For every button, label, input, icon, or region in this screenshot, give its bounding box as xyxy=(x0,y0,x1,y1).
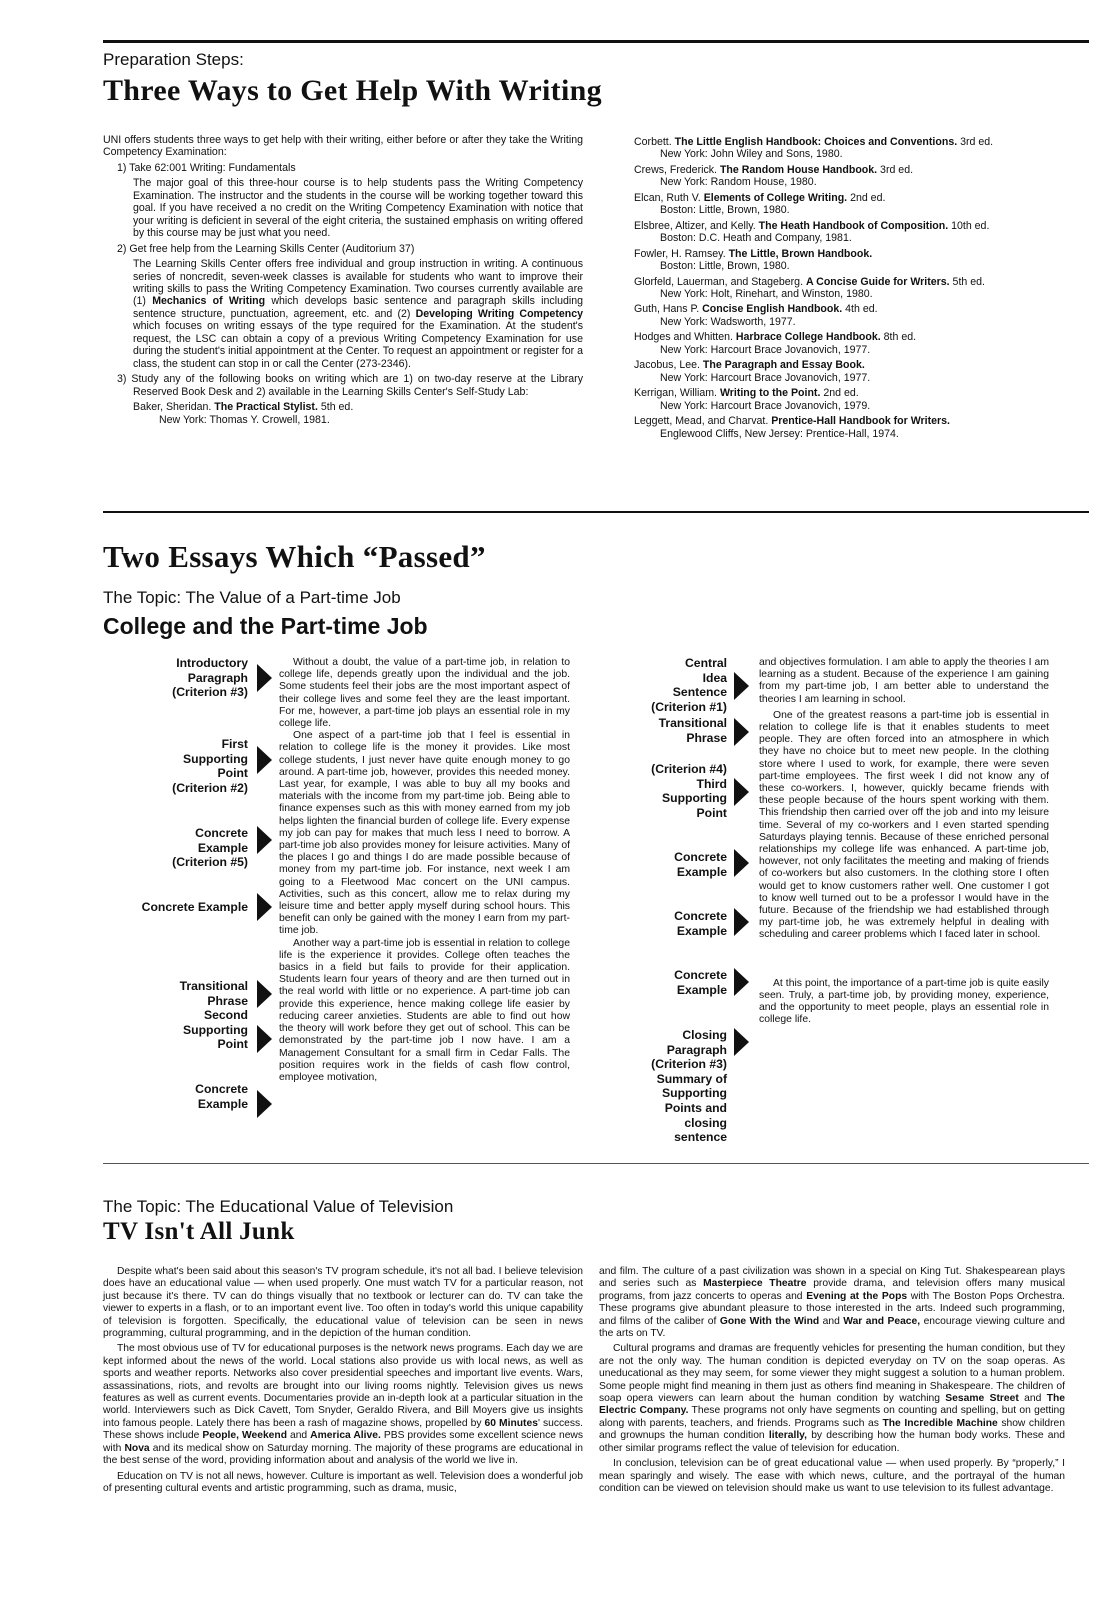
arrow-icon xyxy=(257,980,272,1008)
essay-paragraph: Education on TV is not all news, however. Culture is important as well. Television does a wonderful job of presenting cultural events and artistic programming, such as drama, music, xyxy=(103,1470,583,1494)
annotation-concrete-example: Concrete Example xyxy=(195,1082,248,1111)
arrow-icon xyxy=(734,968,749,996)
annotation-first-supporting-point: First Supporting Point (Criterion #2) xyxy=(172,737,248,795)
essay-1-column-left xyxy=(279,657,570,1084)
essay-1-topic: The Topic: The Value of a Part-time Job xyxy=(103,588,401,607)
arrow-icon xyxy=(257,826,272,854)
step-2-body: The Learning Skills Center offers free individual and group instruction in writing. A continuous series of noncredit, seven-week classes is available for students who want to improve their writing skills to pass the Writing Competency Examination. Two courses currently available are (1) Mechanics of Writing which develops basic sentence and paragraph skills including sentence structure, punctuation, agreement, etc. and (2) Developing Writing Competency which focuses on writing essays of the type required for the Examination. At the student's request, the LSC can obtain a copy of a previous Writing Competency Examination for use during the student's initial appointment at the Center. To request an appointment or register for a class, the student can stop in or call the Center (273-2346). xyxy=(133,258,584,370)
arrow-icon xyxy=(257,893,272,921)
arrow-icon xyxy=(734,672,749,700)
essay-2-column-left xyxy=(103,1266,583,1498)
step-2-title: 2) Get free help from the Learning Skills Center (Auditorium 37) xyxy=(117,242,415,255)
arrow-icon xyxy=(734,778,749,806)
book-entry: Corbett. The Little English Handbook: Choices and Conventions. 3rd ed. New York: John Wiley and Sons, 1980. xyxy=(634,136,994,161)
step-3-text: 3) Study any of the following books on writing which are 1) on two-day reserve at the Library Reserved Book Desk and 2) available in the Learning Skills Center's Self-Study Lab: xyxy=(117,373,583,398)
annotation-second-supporting-point: Transitional Phrase Second Supporting Point xyxy=(179,979,248,1052)
book-list xyxy=(634,136,1074,443)
step-1-title: 1) Take 62:001 Writing: Fundamentals xyxy=(117,161,296,174)
step-1-body: The major goal of this three-hour course is to help students pass the Writing Competency Examination. The instructor and the students in the course will be working together toward this goal. If you have received a no credit on the Writing Competency Examination with notice that your writing is deficient in several of the eight criteria, the sustained emphasis on writing offered by this course may be just what you need. xyxy=(133,177,583,240)
essay-paragraph: and objectives formulation. I am able to apply the theories I am learning as a student. Because of the experience I am gaining from my part-time job, I am better able to understand the theories I am learning in school. xyxy=(759,657,1049,705)
section-title: Three Ways to Get Help With Writing xyxy=(103,74,602,107)
essay-1-column-right xyxy=(759,657,1049,1026)
annotation-concrete-example: Concrete Example xyxy=(674,909,727,938)
annotation-transitional-phrase: Transitional Phrase xyxy=(658,716,727,745)
essays-title: Two Essays Which “Passed” xyxy=(103,539,486,574)
essay-1-title: College and the Part-time Job xyxy=(103,613,428,639)
essay-2-title: TV Isn't All Junk xyxy=(103,1218,295,1245)
book-entry: Jacobus, Lee. The Paragraph and Essay Book. New York: Harcourt Brace Jovanovich, 1977. xyxy=(634,359,871,384)
annotation-central-idea: Central Idea Sentence (Criterion #1) xyxy=(651,656,727,714)
essay-2-topic: The Topic: The Educational Value of Television xyxy=(103,1197,454,1216)
essay-paragraph: and film. The culture of a past civilization was shown in a special on King Tut. Shakespearean plays and series such as Masterpiece Theatre provide drama, and television offers many musical programs, from jazz concerts to operas and Evening at the Pops with The Boston Pops Orchestra. These programs give abundant pleasure to those interested in the arts. Indeed such programming, and films of the caliber of Gone With the Wind and War and Peace, encourage viewing culture and the arts on TV. xyxy=(599,1266,1065,1340)
annotation-concrete-example: Concrete Example xyxy=(141,900,248,914)
arrow-icon xyxy=(257,746,272,774)
book-entry: Fowler, H. Ramsey. The Little, Brown Handbook. Boston: Little, Brown, 1980. xyxy=(634,247,873,273)
annotation-concrete-example: Concrete Example (Criterion #5) xyxy=(172,826,248,870)
book-entry: Glorfeld, Lauerman, and Stageberg. A Concise Guide for Writers. 5th ed. New York: Holt, Rinehart, and Winston, 1980. xyxy=(634,275,985,300)
arrow-icon xyxy=(257,664,272,692)
annotation-concrete-example: Concrete Example xyxy=(674,968,727,997)
help-column-left xyxy=(103,134,583,429)
annotation-third-supporting-point: (Criterion #4) Third Supporting Point xyxy=(651,762,727,820)
book-entry: Crews, Frederick. The Random House Handbook. 3rd ed. New York: Random House, 1980. xyxy=(634,163,914,189)
top-rule xyxy=(103,40,1089,43)
book-entry: Guth, Hans P. Concise English Handbook. 4th ed. New York: Wadsworth, 1977. xyxy=(634,303,878,328)
book-entry: Baker, Sheridan. The Practical Stylist. 5th ed. New York: Thomas Y. Crowell, 1981. xyxy=(133,401,354,426)
book-entry: Kerrigan, William. Writing to the Point. 2nd ed. New York: Harcourt Brace Jovanovich, 1979. xyxy=(634,387,871,412)
essay-paragraph: At this point, the importance of a part-time job is quite easily seen. Truly, a part-time job, by providing money, experience, and the opportunity to meet people, plays an essential role in college life. xyxy=(759,977,1049,1026)
section-rule xyxy=(103,511,1089,513)
arrow-icon xyxy=(734,908,749,936)
essay-paragraph: One aspect of a part-time job that I feel is essential in relation to college life is the money it provides. Like most college students, I just never have quite enough money to go around. A part-time job, however, provides this needed money. Last year, for example, I was able to buy all my books and materials with the income from my part-time job. Being able to finance expenses such as this with money earned from my job helps lighten the financial burden of college life. Every expense my job can pay for makes that much less I need to borrow. A part-time job also provides money for leisure activities. Many of the places I go and things I do are made possible because of money from my part-time job. For instance, next week I am going to a Fleetwood Mac concert on the UNI campus. Activities, such as this concert, allow me to relax during my leisure time and better apply myself during school hours. This benefit can only be gained with the money I earn from my part-time job. xyxy=(279,730,570,937)
arrow-icon xyxy=(734,718,749,746)
arrow-icon xyxy=(257,1025,272,1053)
book-entry: Leggett, Mead, and Charvat. Prentice-Hall Handbook for Writers. Englewood Cliffs, New Jersey: Prentice-Hall, 1974. xyxy=(634,415,950,440)
book-entry: Hodges and Whitten. Harbrace College Handbook. 8th ed. New York: Harcourt Brace Jovanovich, 1977. xyxy=(634,331,917,356)
annotation-introductory-paragraph: Introductory Paragraph (Criterion #3) xyxy=(172,656,248,700)
section-kicker: Preparation Steps: xyxy=(103,50,244,69)
essay-2-column-right xyxy=(599,1266,1065,1498)
essay-paragraph: Cultural programs and dramas are frequently vehicles for presenting the human condition, but they are not the only way. The human condition is depicted everyday on TV on the soap operas. As uneducational as they may seem, for some viewer they might suggest a solution to a human problem. Some people might find meaning in them just as others find meaning in Shakespeare. The children of soap opera viewers can learn about the human condition by watching Sesame Street and The Electric Company. These programs not only have segments on counting and spelling, but on getting along with parents, teachers, and friends. Programs such as The Incredible Machine show children and grownups the human condition literally, by describing how the human body works. These and other similar programs reflect the value of television for education. xyxy=(599,1343,1066,1454)
book-entry: Elsbree, Altizer, and Kelly. The Heath Handbook of Composition. 10th ed. Boston: D.C. Heath and Company, 1981. xyxy=(634,219,990,245)
arrow-icon xyxy=(734,1028,749,1056)
annotation-concrete-example: Concrete Example xyxy=(674,850,727,879)
essay-paragraph: One of the greatest reasons a part-time job is essential in relation to college life is that it enables students to meet people. They are often forced into an atmosphere in which they have no choice but to meet new people. In the clothing store where I used to work, for example, there were seven part-time employees. The first week I did not know any of these co-workers. I, however, quickly became friends with these people because of the hours spent working with them. This friendship then carried over off the job and into my leisure time. Several of my co-workers and I even started spending Saturdays playing tennis. Because of these enriched personal relationships my college life was enhanced. A part-time job, however, not only facilitates the meeting and making of friends of co-workers but also customers. In the clothing store I often would get to know customers rather well. One customer I got to know well turned out to be a professor I would have in the future. Because of the friendship we had established through my part-time job, he was extremely helpful in dealing with scheduling and career problems which I faced later in school. xyxy=(759,709,1049,941)
arrow-icon xyxy=(257,1090,272,1118)
essay-paragraph: Despite what's been said about this season's TV program schedule, it's not all bad. I believe television does have an educational value — when used properly. One must watch TV for a particular reason, not just because it's there. TV can do things visually that no textbook or lecturer can do. TV can take the viewer to experts in a flash, or to an important event live. Too often in today's world this unique capability of television is forgotten. Specifically, the educational value of television can be seen in news programming, cultural programming, and in the depiction of the human condition. xyxy=(103,1266,583,1340)
annotation-closing-paragraph: Closing Paragraph (Criterion #3) Summary of Supporting Points and closing sentence xyxy=(651,1028,727,1145)
section-rule xyxy=(103,1163,1089,1164)
book-entry: Elcan, Ruth V. Elements of College Writing. 2nd ed. Boston: Little, Brown, 1980. xyxy=(634,191,886,217)
essay-paragraph: In conclusion, television can be of great educational value — when used properly. By “properly,” I mean sparingly and wisely. The ease with which news, culture, and the portrayal of the human condition can be viewed on television should make us want to use television to its fullest advantage. xyxy=(599,1458,1065,1494)
arrow-icon xyxy=(734,849,749,877)
essay-paragraph: Another way a part-time job is essential in relation to college life is the experience it provides. College often teaches the basics in a field but fails to provide for their application. Students learn four years of theory and are then turned out in the real world with little or no experience. A part-time job can provide this experience, hence making college life easier by reducing career anxieties. Students are able to find out how the theory will work before they get out of school. This can be demonstrated by the part-time job I now have. I am a Management Consultant for a small firm in Cedar Falls. The position requires work in the fields of cash flow control, employee motivation, xyxy=(279,937,570,1083)
essay-paragraph: The most obvious use of TV for educational purposes is the network news programs. Each day we are kept informed about the news of the world. Local stations also provide us with local news, as well as sports and weather reports. Networks also cover presidential speeches and important live events. Wars, assassinations, riots, and revolts are brought into our living rooms nightly. Television gives us news features as well as current events. Documentaries provide an in-depth look at a particular situation in the world. Interviewers such as Dick Cavett, Tom Snyder, Geraldo Rivera, and Bill Moyers give us insights into famous people. Lately there has been a rash of magazine shows, propelled by 60 Minutes' success. These shows include People, Weekend and America Alive. PBS provides some excellent science news with Nova and its medical show on Saturday morning. The majority of these programs are educational in the best sense of the word, providing information about and analysis of the world we live in. xyxy=(103,1343,584,1467)
intro-text: UNI offers students three ways to get help with their writing, either before or after they take the Writing Competency Examination: xyxy=(103,134,583,159)
essay-paragraph: Without a doubt, the value of a part-time job, in relation to college life, depends greatly upon the individual and the job. Some students feel their jobs are the most important aspect of their college lives and some feel they are the least important. For me, however, a part-time job plays an essential role in my college life. xyxy=(279,657,570,730)
